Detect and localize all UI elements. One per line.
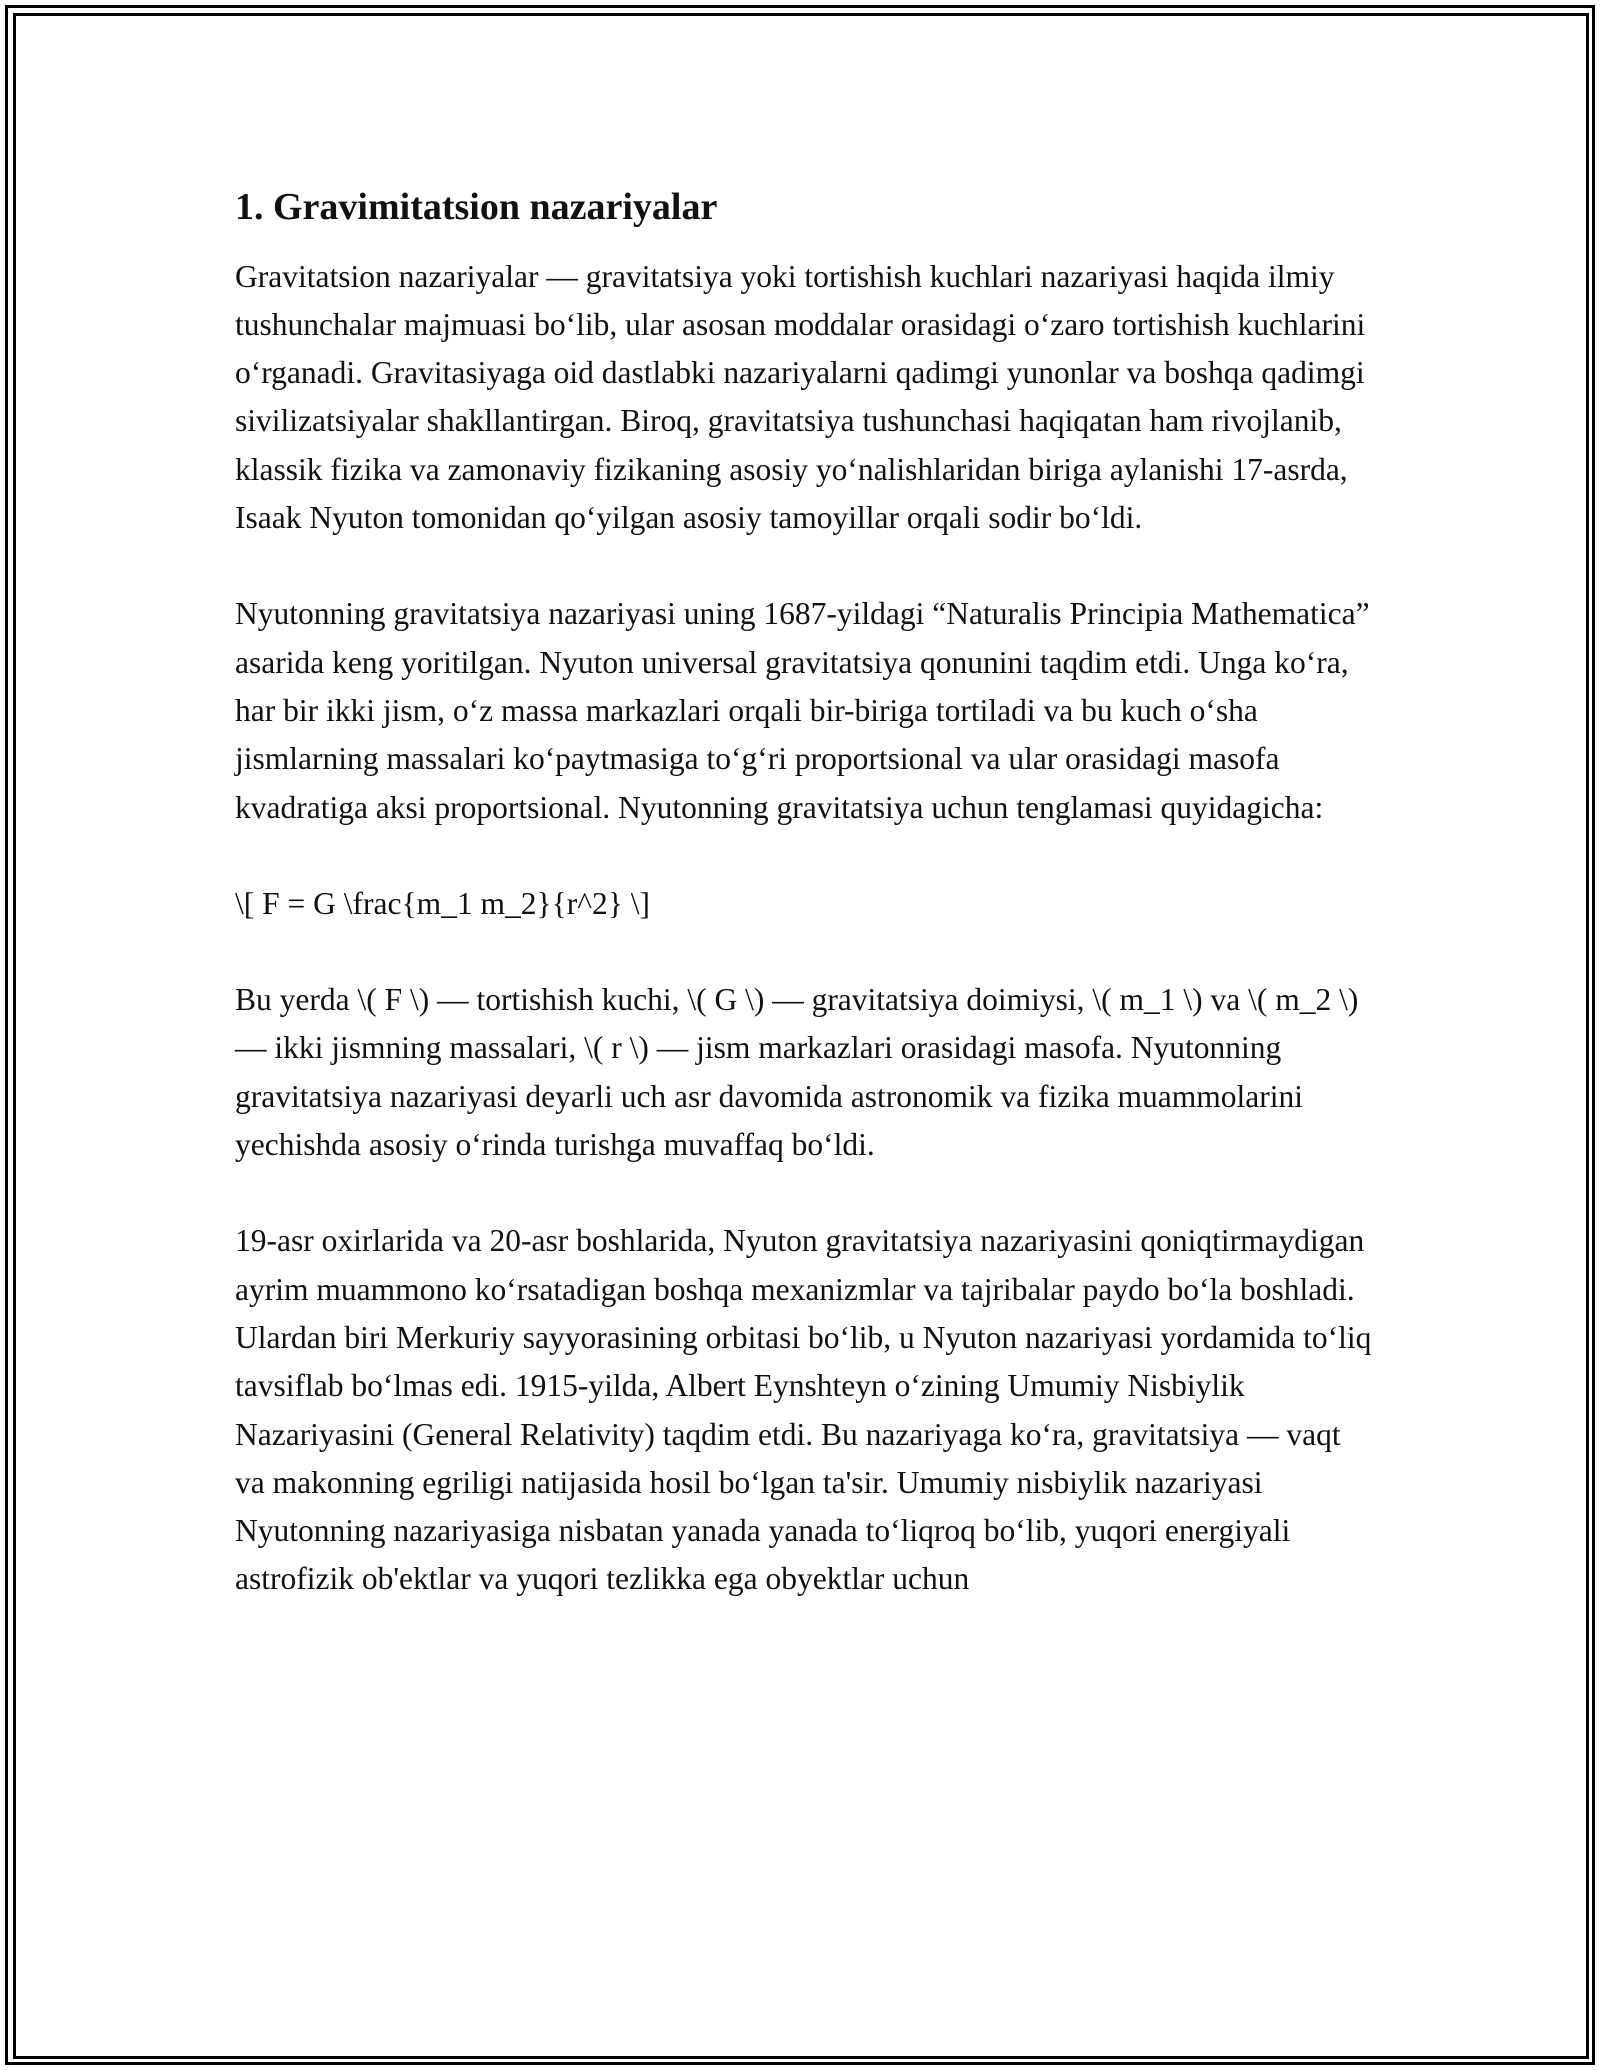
paragraph-newton-law: Nyutonning gravitatsiya nazariyasi uning 1687-yildagi “Naturalis Principia Mathematica” asarida keng yoritilgan. Nyuton universal gravitatsiya qonunini taqdim etdi. Unga koʻra, har bir ikki jism, oʻz massa markazlari orqali bir-biriga tortiladi va bu kuch oʻsha jismlarning massalari koʻpaytmasiga toʻgʻri proportsional va ular orasidagi masofa kvadratiga aksi proportsional. Nyutonning gravitatsiya uchun tenglamasi quyidagicha: (235, 596, 1370, 825)
paragraph-general-relativity: 19-asr oxirlarida va 20-asr boshlarida, Nyuton gravitatsiya nazariyasini qoniqtirmaydigan ayrim muammono koʻrsatadigan boshqa mexanizmlar va tajribalar paydo boʻla boshladi. Ulardan biri Merkuriy sayyorasining orbitasi boʻlib, u Nyuton nazariyasi yordamida toʻliq tavsiflab boʻlmas edi. 1915-yilda, Albert Eynshteyn oʻzining Umumiy Nisbiylik Nazariyasini (General Relativity) taqdim etdi. Bu nazariyaga koʻra, gravitatsiya — vaqt va makonning egriligi natijasida hosil boʻlgan ta'sir. Umumiy nisbiylik nazariyasi Nyutonning nazariyasiga nisbatan yanada yanada toʻliqroq boʻlib, yuqori energiyali astrofizik ob'ektlar va yuqori tezlikka ega obyektlar uchun (235, 1223, 1372, 1597)
document-body (235, 185, 1375, 1652)
paragraph-intro: Gravitatsion nazariyalar — gravitatsiya yoki tortishish kuchlari nazariyasi haqida ilmiy tushunchalar majmuasi boʻlib, ular asosan moddalar orasidagi oʻzaro tortishish kuchlarini oʻrganadi. Gravitasiyaga oid dastlabki nazariyalarni qadimgi yunonlar va boshqa qadimgi sivilizatsiyalar shakllantirgan. Biroq, gravitatsiya tushunchasi haqiqatan ham rivojlanib, klassik fizika va zamonaviy fizikaning asosiy yoʻnalishlaridan biriga aylanishi 17-asrda, Isaak Nyuton tomonidan qoʻyilgan asosiy tamoyillar orqali sodir boʻldi. (235, 258, 1366, 536)
paragraph-formula-explanation: Bu yerda \( F \) — tortishish kuchi, \( G \) — gravitatsiya doimiysi, \( m_1 \) va \( m_2 \) — ikki jismning massalari, \( r \) — jism markazlari orasidagi masofa. Nyutonning gravitatsiya nazariyasi deyarli uch asr davomida astronomik va fizika muammolarini yechishda asosiy oʻrinda turishga muvaffaq boʻldi. (235, 982, 1359, 1163)
gravity-formula: \[ F = G \frac{m_1 m_2}{r^2} \] (235, 885, 650, 921)
section-heading: 1. Gravimitatsion nazariyalar (235, 186, 718, 228)
